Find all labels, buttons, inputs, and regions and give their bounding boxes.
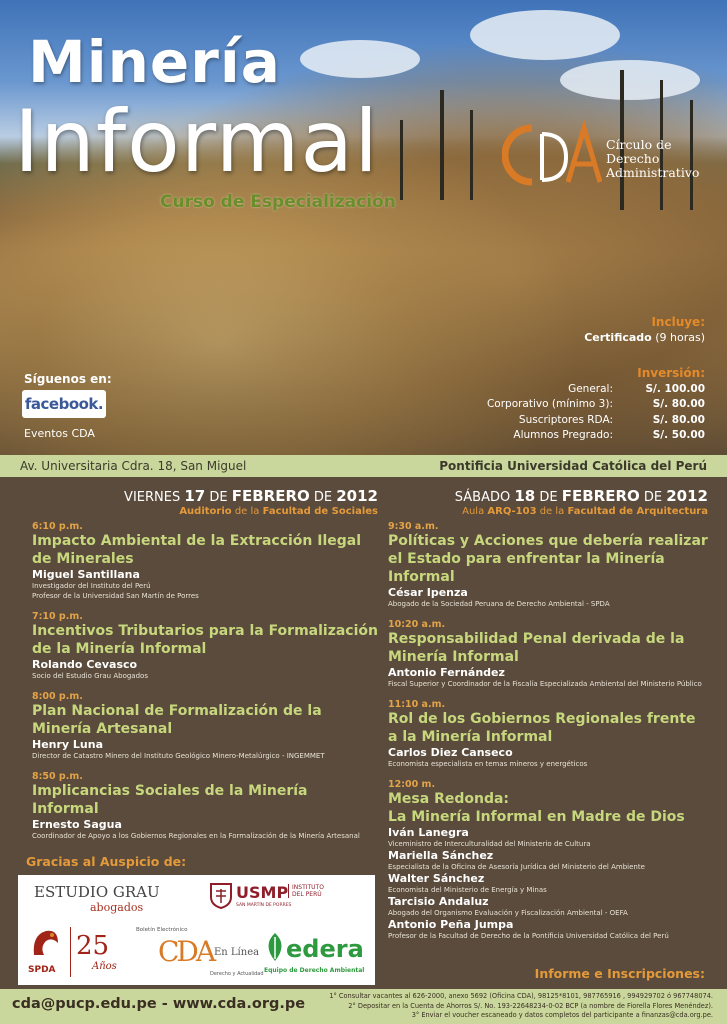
day2-venue xyxy=(388,506,708,517)
talk-time: 9:30 a.m. xyxy=(388,521,439,532)
enlinea-text: En Línea xyxy=(214,947,260,958)
spda-logo: SPDA xyxy=(28,965,56,975)
talk-speaker: Henry Luna xyxy=(32,738,104,751)
cda-name-line1: Círculo de xyxy=(606,137,672,152)
price-value: S/. 50.00 xyxy=(652,429,705,441)
talk-speaker: Rolando Cevasco xyxy=(32,658,138,671)
estudio-grau-logo: ESTUDIO GRAU xyxy=(34,883,160,901)
price-value: S/. 100.00 xyxy=(645,382,705,395)
panelist-name: Iván Lanegra xyxy=(388,826,469,839)
panelist-name: Antonio Peña Jumpa xyxy=(388,918,514,931)
talk-speaker-desc: Abogado de la Sociedad Peruana de Derecho Ambiental - SPDA xyxy=(388,600,610,608)
facebook-link[interactable] xyxy=(22,390,106,418)
tree xyxy=(470,110,473,200)
talk-time: 11:10 a.m. xyxy=(388,699,446,710)
usmp-institute: INSTITUTO DEL PERÚ xyxy=(288,884,328,898)
talk-speaker-desc: Economista especialista en temas mineros y energéticos xyxy=(388,760,588,768)
schedule-panel xyxy=(0,477,727,1022)
venue-address: Av. Universitaria Cdra. 18, San Miguel xyxy=(20,459,247,473)
talk-time: 7:10 p.m. xyxy=(32,611,83,622)
usmp-shield-icon xyxy=(210,883,232,909)
day2-month: FEBRERO xyxy=(561,487,640,505)
inversion-heading: Inversión: xyxy=(637,366,705,380)
registration-note: 3° Enviar el voucher escaneado y datos completos del participante a finanzas@cda.org.pe. xyxy=(411,1011,713,1019)
cda-name xyxy=(606,138,699,180)
day1-of: DE xyxy=(309,490,337,505)
day1-date xyxy=(32,487,378,505)
cloud xyxy=(300,40,420,78)
day1-venue xyxy=(32,506,378,517)
talk-speaker-desc: Fiscal Superior y Coordinador de la Fiscalía Especializada Ambiental del Ministerio Público xyxy=(388,680,702,688)
talk-time: 8:00 p.m. xyxy=(32,691,83,702)
cda-name-line3: Administrativo xyxy=(606,165,700,180)
talk-speaker-desc: Coordinador de Apoyo a los Gobiernos Regionales en la Formalización de la Minería Artesanal xyxy=(32,832,360,840)
day2-day: 18 xyxy=(514,487,536,505)
talk xyxy=(388,699,708,769)
facebook-page-name: Eventos CDA xyxy=(24,427,95,440)
edera-sub: Equipo de Derecho Ambiental xyxy=(264,967,365,974)
follow-label: Síguenos en: xyxy=(24,372,112,386)
talk xyxy=(388,521,708,609)
talk-title: Implicancias Sociales de la Minería Informal xyxy=(32,783,308,817)
panelist-name: Tarcisio Andaluz xyxy=(388,895,489,908)
talk xyxy=(32,691,378,761)
cda-enlinea-logo: CDA xyxy=(158,935,214,968)
panelist-desc: Profesor de la Facultad de Derecho de la Pontificia Universidad Católica del Perú xyxy=(388,932,669,940)
day2-weekday: SÁBADO xyxy=(454,490,515,505)
day1-year: 2012 xyxy=(336,487,378,505)
cda-name-line2: Derecho xyxy=(606,151,660,166)
talk-speaker: Ernesto Sagua xyxy=(32,818,122,831)
talk-speaker-desc: Investigador del Instituto del Perú xyxy=(32,582,151,590)
incluye-item-rest: (9 horas) xyxy=(651,331,705,344)
talk xyxy=(32,611,378,681)
panelist-desc: Economista del Ministerio de Energía y Minas xyxy=(388,886,547,894)
talk-time: 10:20 a.m. xyxy=(388,619,446,630)
inversion-box xyxy=(487,366,705,444)
day2-date xyxy=(388,487,708,505)
day2-year: 2012 xyxy=(666,487,708,505)
subtitle: Curso de Especialización xyxy=(160,192,396,212)
talk xyxy=(388,619,708,689)
day1-venue-faculty: Facultad de Sociales xyxy=(262,506,378,517)
price-row xyxy=(487,413,705,429)
venue-university: Pontificia Universidad Católica del Perú xyxy=(439,459,707,473)
registration-notes xyxy=(273,992,713,1021)
sponsors-box xyxy=(18,875,375,985)
price-row xyxy=(487,428,705,444)
price-label: Corporativo (mínimo 3): xyxy=(486,398,613,410)
price-value: S/. 80.00 xyxy=(652,398,705,410)
edera-logo: edera xyxy=(286,935,364,963)
talk-title: La Minería Informal en Madre de Dios xyxy=(388,809,685,825)
day1-weekday: VIERNES xyxy=(124,490,185,505)
facebook-logo: facebook. xyxy=(24,395,104,413)
day2-venue-room: ARQ-103 xyxy=(487,506,537,517)
registration-note: 2° Depositar en la Cuenta de Ahorros S/. No. 193-22648234-0-02 BCP (a nombre de Fiorella Flores Menéndez). xyxy=(348,1001,713,1010)
tree xyxy=(440,90,444,200)
edera-leaf-icon xyxy=(262,931,288,963)
day2-of: DE xyxy=(535,490,562,505)
round-table xyxy=(388,779,708,941)
cloud xyxy=(560,60,700,100)
panelist-desc: Especialista de la Oficina de Asesoría Jurídica del Ministerio del Ambiente xyxy=(388,863,645,871)
talk-title: Mesa Redonda: xyxy=(388,791,510,807)
talk-speaker: Antonio Fernández xyxy=(388,666,505,679)
price-label: General: xyxy=(568,382,613,395)
talk-title: Responsabilidad Penal derivada de la Minería Informal xyxy=(388,631,685,665)
informe-heading: Informe e Inscripciones: xyxy=(534,966,705,981)
day2-venue-mid: de la xyxy=(536,506,568,517)
talk-speaker: Carlos Diez Canseco xyxy=(388,746,513,759)
incluye-item xyxy=(584,330,705,346)
hero-image xyxy=(0,0,727,455)
panelist-desc: Abogado del Organismo Evaluación y Fiscalización Ambiental - OEFA xyxy=(388,909,628,917)
day1-of: DE xyxy=(205,490,232,505)
day1-month: FEBRERO xyxy=(231,487,310,505)
enlinea-sub: Derecho y Actualidad xyxy=(210,971,264,977)
talk xyxy=(32,521,378,601)
registration-note: 1° Consultar vacantes al 626-2000, anexo 5692 (Oficina CDA), 98125*8101, 987765916 , 994929702 ó 967748074. xyxy=(329,992,713,1000)
cloud xyxy=(470,10,620,60)
venue-bar xyxy=(0,455,727,477)
panelist-name: Mariella Sánchez xyxy=(388,849,494,862)
title-line2: Informal xyxy=(14,92,379,192)
talk-speaker-desc: Profesor de la Universidad San Martín de Porres xyxy=(32,592,199,600)
panelist-desc: Viceministro de Interculturalidad del Ministerio de Cultura xyxy=(388,840,591,848)
incluye-box xyxy=(584,314,705,346)
usmp-logo: USMP xyxy=(236,883,289,902)
price-label: Alumnos Pregrado: xyxy=(513,429,613,441)
day1-venue-mid: de la xyxy=(231,506,263,517)
day2-of: DE xyxy=(639,490,667,505)
title-line1: Minería xyxy=(28,28,281,96)
sponsors-heading: Gracias al Auspicio de: xyxy=(26,854,187,869)
day1-day: 17 xyxy=(184,487,206,505)
anniversary-number: 25 xyxy=(76,931,110,961)
footer-bar xyxy=(0,989,727,1024)
price-label: Suscriptores RDA: xyxy=(518,413,613,426)
anniversary-sub: Años xyxy=(92,961,117,972)
talk-time: 6:10 p.m. xyxy=(32,521,83,532)
contact-info[interactable]: cda@pucp.edu.pe - www.cda.org.pe xyxy=(12,996,306,1012)
talk-speaker: César Ipenza xyxy=(388,586,468,599)
spda-bird-icon xyxy=(28,925,64,963)
talk-time: 8:50 p.m. xyxy=(32,771,83,782)
day1-venue-room: Auditorio xyxy=(179,506,232,517)
talk-speaker: Miguel Santillana xyxy=(32,568,140,581)
usmp-small: SAN MARTÍN DE PORRES xyxy=(236,903,292,908)
cda-logo-icon xyxy=(502,120,602,190)
talk-title: Incentivos Tributarios para la Formalización de la Minería Informal xyxy=(32,623,378,657)
incluye-heading: Incluye: xyxy=(651,315,705,329)
price-value: S/. 80.00 xyxy=(652,413,705,426)
panelist-name: Walter Sánchez xyxy=(388,872,485,885)
talk-title: Plan Nacional de Formalización de la Minería Artesanal xyxy=(32,703,322,737)
divider xyxy=(70,927,71,977)
talk-title: Impacto Ambiental de la Extracción Ilegal de Minerales xyxy=(32,533,362,567)
tree xyxy=(400,120,403,200)
estudio-grau-sub: abogados xyxy=(90,901,144,914)
talk-time: 12:00 m. xyxy=(388,779,436,790)
boletin-label: Boletín Electrónico xyxy=(136,927,188,933)
talk-title: Rol de los Gobiernos Regionales frente a la Minería Informal xyxy=(388,711,696,745)
price-row xyxy=(487,382,705,398)
incluye-item-bold: Certificado xyxy=(584,331,652,344)
talk-title: Políticas y Acciones que debería realizar el Estado para enfrentar la Minería Informal xyxy=(388,533,708,585)
day2-column xyxy=(388,477,708,941)
talk-speaker-desc: Socio del Estudio Grau Abogados xyxy=(32,672,148,680)
day1-column xyxy=(32,477,378,841)
day2-venue-faculty: Facultad de Arquitectura xyxy=(567,506,708,517)
price-row xyxy=(487,397,705,413)
day2-venue-pre: Aula xyxy=(462,506,488,517)
talk-speaker-desc: Director de Catastro Minero del Instituto Geológico Minero-Metalúrgico - INGEMMET xyxy=(32,752,325,760)
talk xyxy=(32,771,378,841)
